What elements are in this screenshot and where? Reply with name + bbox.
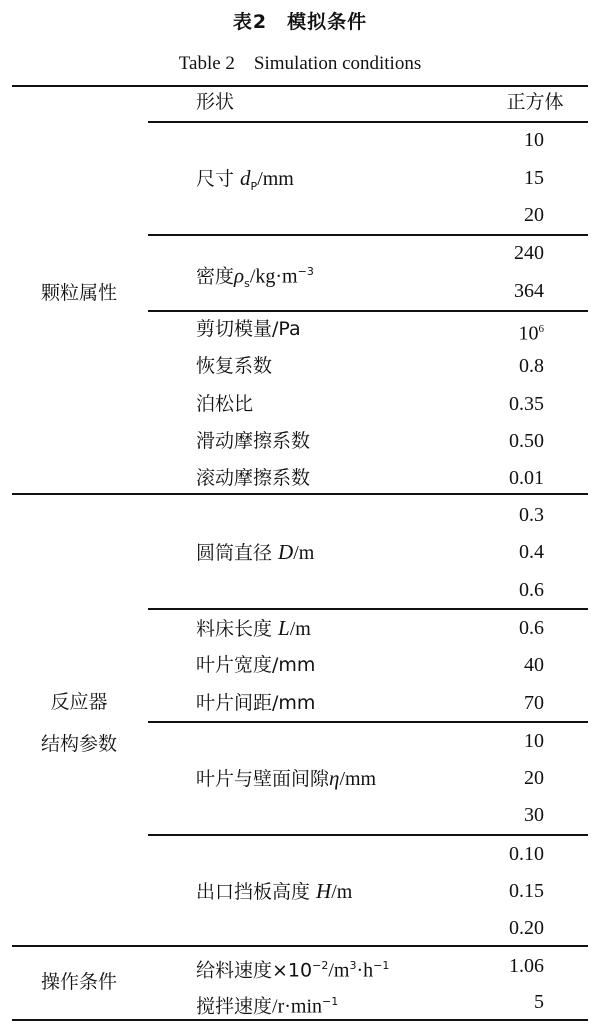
param-sliding-friction: 滑动摩擦系数 — [196, 430, 311, 452]
value-diameter-2: 0.4 — [519, 541, 544, 563]
table-title-en: Table 2 Simulation conditions — [178, 53, 422, 74]
value-blade-spacing: 70 — [524, 692, 544, 714]
header-rule — [148, 121, 588, 123]
value-blade-width: 40 — [524, 654, 544, 676]
value-gap-3: 30 — [524, 804, 544, 826]
value-gap-2: 20 — [524, 767, 544, 789]
param-shear-modulus: 剪切模量/Pa — [196, 318, 301, 340]
category-reactor-line1: 反应器 — [50, 691, 108, 713]
table-title-cn: 表2 模拟条件 — [232, 11, 368, 33]
param-blade-spacing: 叶片间距/mm — [196, 692, 316, 714]
param-rolling-friction: 滚动摩擦系数 — [196, 467, 311, 489]
header-value: 正方体 — [506, 91, 564, 113]
value-baffle-3: 0.20 — [509, 917, 544, 939]
param-baffle-height: 出口挡板高度 H/m — [196, 879, 353, 903]
value-size-1: 10 — [524, 129, 544, 151]
value-size-3: 20 — [524, 204, 544, 226]
param-diameter: 圆筒直径 D/m — [196, 540, 315, 564]
value-shear-modulus: $10^6$ — [518, 322, 544, 345]
value-poisson: 0.35 — [509, 393, 544, 415]
value-baffle-1: 0.10 — [509, 843, 544, 865]
value-density-1: 240 — [514, 242, 544, 264]
category-reactor — [14, 681, 144, 765]
header-param: 形状 — [196, 91, 235, 113]
value-density-2: 364 — [514, 280, 544, 302]
value-diameter-3: 0.6 — [519, 579, 544, 601]
param-poisson: 泊松比 — [196, 393, 254, 415]
value-diameter-1: 0.3 — [519, 504, 544, 526]
param-feed-rate: 给料速度$\times 10^{-2}/m^3\cdot h^{-1}$ — [196, 959, 390, 982]
param-size: 尺寸 $d_P/mm$ — [196, 166, 294, 193]
value-sliding-friction: 0.50 — [509, 430, 544, 452]
value-gap-1: 10 — [524, 730, 544, 752]
value-size-2: 15 — [524, 167, 544, 189]
category-particle: 颗粒属性 — [40, 282, 117, 304]
param-restitution: 恢复系数 — [196, 355, 273, 377]
param-bed-length: 料床长度 L/m — [196, 616, 311, 640]
value-bed-length: 0.6 — [519, 617, 544, 639]
value-restitution: 0.8 — [519, 355, 544, 377]
value-rolling-friction: 0.01 — [509, 467, 544, 489]
category-operation: 操作条件 — [40, 971, 117, 993]
param-blade-width: 叶片宽度/mm — [196, 654, 316, 676]
category-reactor-line2: 结构参数 — [40, 733, 117, 755]
value-stir-speed: 5 — [534, 991, 544, 1013]
param-stir-speed: 搅拌速度$/r\cdot\min^{-1}$ — [196, 995, 339, 1018]
param-density: 密度$\rho_s/kg\cdot m^{-3}$ — [196, 263, 314, 291]
value-feed-rate: 1.06 — [509, 955, 544, 977]
value-baffle-2: 0.15 — [509, 880, 544, 902]
param-blade-wall-gap: 叶片与壁面间隙η/mm — [196, 766, 377, 790]
